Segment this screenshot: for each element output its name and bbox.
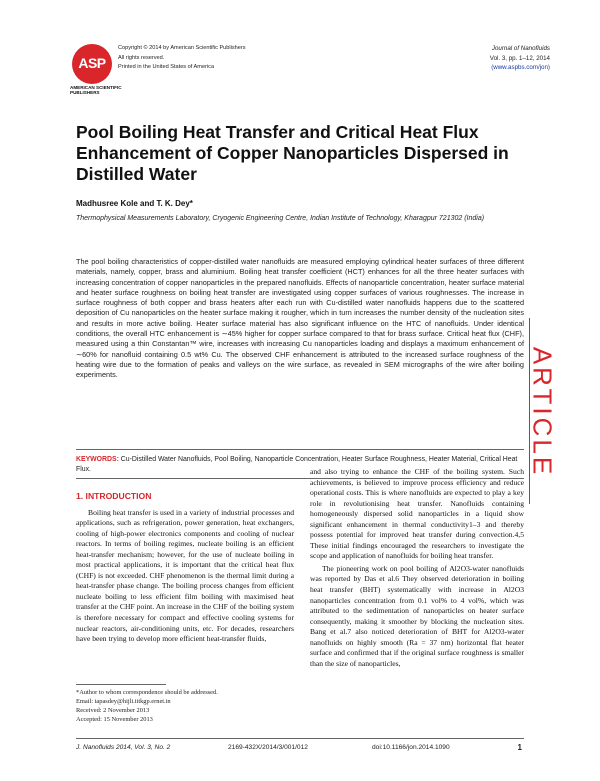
logo-circle-icon: [72, 44, 112, 84]
correspondence-footnote: [76, 688, 294, 724]
journal-info: [490, 44, 550, 73]
copyright-notice: [118, 44, 246, 73]
copyright-line: All rights reserved.: [118, 54, 165, 61]
footer-issn: 2169-432X/2014/3/001/012: [228, 744, 308, 751]
footnote-email[interactable]: Email: tapasdey@hijli.iitkgp.ernet.in: [76, 698, 171, 705]
journal-url-link[interactable]: (www.aspbs.com/jon): [491, 64, 550, 71]
copyright-line: Printed in the United States of America: [118, 64, 215, 70]
keywords-top-divider: [76, 449, 524, 450]
section-heading-introduction: 1. INTRODUCTION: [76, 491, 152, 501]
keywords-label: KEYWORDS:: [76, 456, 119, 463]
footer-journal: J. Nanofluids 2014, Vol. 3, No. 2: [76, 744, 171, 751]
body-column-right: [310, 467, 524, 669]
article-side-label: ARTICLE: [527, 346, 558, 478]
footnote-line: Accepted: 15 November 2013: [76, 716, 153, 723]
body-column-left: [76, 491, 294, 645]
copyright-line: Copyright © 2014 by American Scientific Publishers: [118, 45, 246, 51]
page-number: 1: [517, 743, 522, 752]
page-header: [70, 44, 550, 104]
journal-name: Journal of Nanofluids: [491, 45, 550, 52]
intro-paragraph: Boiling heat transfer is used in a variety of industrial processes and applications, such as refrigeration, power generation, heat exchangers, cooling of high-power electronics components and cooling of nuclear reactors. In terms of boiling regimes, nucleate boiling is an efficient heat-transfer mechanism; however, for the use of nucleate boiling in most practical applications, it is important that the critical heat flux (CHF) is not exceeded. CHF phenomenon is the thermal limit during a heat-transfer phase change. The boiling process changes from efficient nucleate boiling to less efficient film boiling with maximised heat transfer at the CHF point. An increase in the CHF of the boiling system is therefore necessary for compact and effective cooling systems for nuclear reactors, air-conditioning units, etc. For decades, researchers have been trying to develop more efficient heat-transfer fluids,: [76, 507, 294, 644]
intro-paragraph-continued: and also trying to enhance the CHF of the boiling system. Such achievements, is believed to improve process efficiency and reduce operational costs. This is where nanofluids are expected to play a key role in revolutionising heat transfer. Nanofluids containing homogeneously dispersed solid nanoparticles in a liquid show significant enhancement in thermal conductivity1–3 and thereby possess potential for improved heat transfer during convection.4,5 These initial findings encouraged the researchers to investigate the scope and application of nanofluids for boiling heat transfer.: [310, 467, 524, 561]
logo-subtext: AMERICAN SCIENTIFIC PUBLISHERS: [70, 85, 122, 96]
footer-doi: doi:10.1166/jon.2014.1090: [372, 744, 450, 751]
page-footer: [76, 744, 524, 756]
article-title: Pool Boiling Heat Transfer and Critical Heat Flux Enhancement of Copper Nanoparticles Dispersed in Distilled Water: [76, 122, 509, 184]
abstract: The pool boiling characteristics of copper-distilled water nanofluids are measured employing cylindrical heater surfaces of three different materials, namely, copper, brass and aluminium. Boiling heat transfer coefficient (HCT) enhances for all the three heater surfaces with increasing concentration of copper nanoparticles in the prepared nanofluids. Effects of nanoparticle concentration, heater surface material and heater surface roughness on boiling heat transfer are investigated using copper surfaces of various roughnesses. The increase in surface roughness of both copper and brass heaters after each run with Cu-distilled water nanofluids happens due to the scattered deposition of Cu nanoparticles on the heater surface making it rougher, which in turn increases the number density of the nucleation sites and results in more active boiling. Heater surface material has also significant influence on the HTC of nanofluids. Under identical conditions, the overall HTC enhancement is ∼45% higher for copper surface compared to that for brass surface. Critical heat flux (CHF), measured using a thin Constantan™ wire, increases with increasing Cu nanoparticles loading and displays a maximum enhancement of ∼60% for nanofluid containing 0.5 wt% Cu. The observed CHF enhancement is attributed to the increased surface roughness of the heating wire due to the formation of peaks and valleys on the wire surface, as revealed in SEM micrographs of the wire after boiling experiments.: [76, 257, 524, 380]
logo-text: ASP: [78, 55, 106, 71]
publisher-logo: [70, 44, 122, 100]
author-list: Madhusree Kole and T. K. Dey*: [76, 199, 193, 208]
footnote-line: *Author to whom correspondence should be addressed.: [76, 689, 218, 696]
volume-line: Vol. 3, pp. 1–12, 2014: [489, 54, 550, 62]
keywords-text: Cu-Distilled Water Nanofluids, Pool Boiling, Nanoparticle Concentration, Heater Surface Roughness, Heater Material, Critical Heat Flux.: [76, 456, 518, 473]
footnote-divider: [76, 684, 166, 685]
footnote-line: Received: 2 November 2013: [76, 707, 150, 714]
footer-divider: [76, 738, 524, 739]
affiliation: Thermophysical Measurements Laboratory, Cryogenic Engineering Centre, Indian Institute of Technology, Kharagpur 721302 (India): [76, 215, 485, 222]
intro-paragraph: The pioneering work on pool boiling of Al2O3-water nanofluids was reported by Das et al.6 They observed deterioration in boiling heat transfer (BHT) systematically with increase in Al2O3 nanoparticles concentration from 0.1 vol% to 4 vol%, which was attributed to the sedimentation of nanoparticles on heater surface consequently, making it smoother by blocking the nucleation sites. Bang et al.7 also noticed deterioration of BHT for Al2O3-water nanofluids on highly smooth (Ra = 37 nm) horizontal flat heater surface and confirmed that if the original surface roughness is smaller than the size of nanoparticles,: [310, 563, 524, 668]
